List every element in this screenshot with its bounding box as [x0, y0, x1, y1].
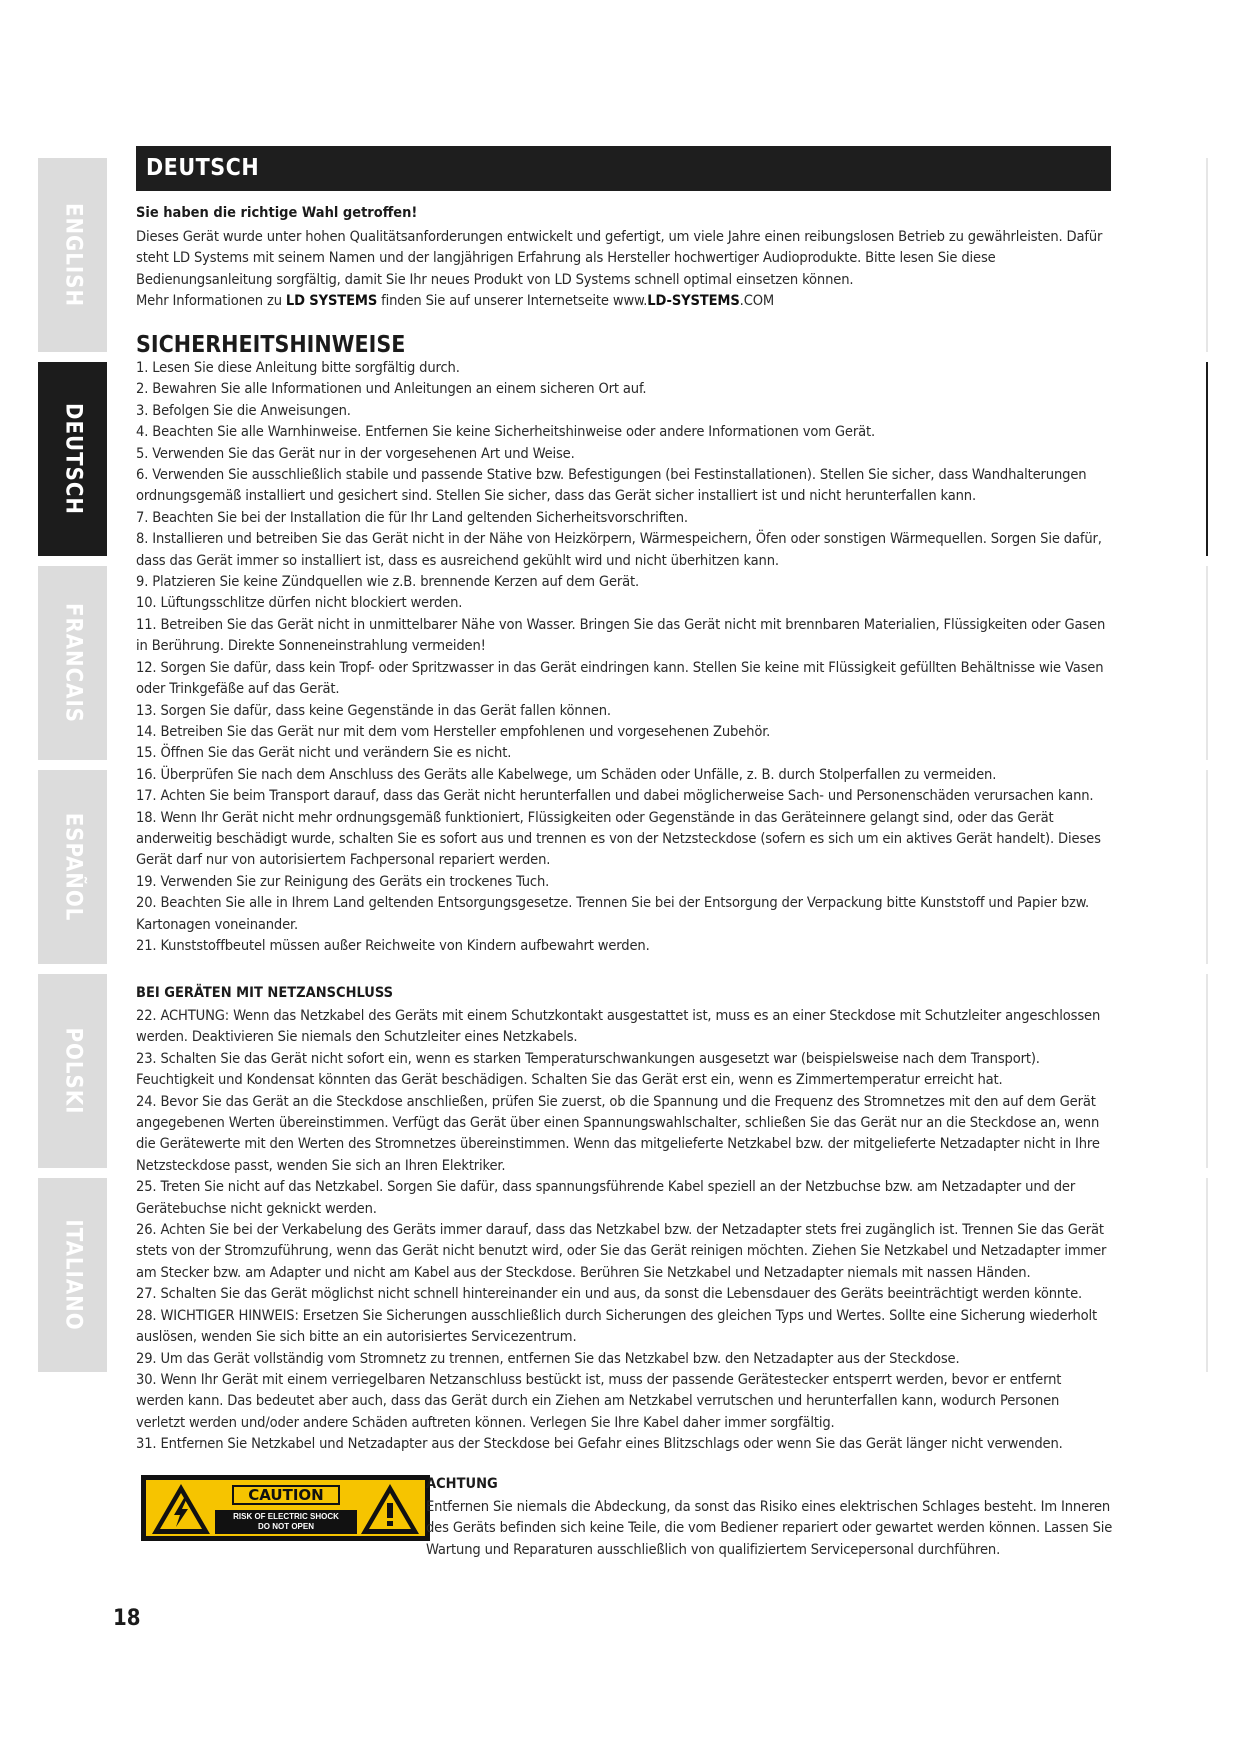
tab-francais-label: FRANCAIS	[60, 602, 85, 724]
list-item: 2. Bewahren Sie alle Informationen und Anleitungen an einem sicheren Ort auf.	[136, 380, 647, 398]
tab-english[interactable]	[38, 158, 107, 352]
achtung-text: Entfernen Sie niemals die Abdeckung, da sonst das Risiko eines elektrischen Schlages besteht. Im Inneren des Geräts befinden sich keine Teile, die vom Bediener repariert oder gewartet werden können. Lassen Sie Wartung und Reparaturen ausschließlich von qualifiziertem Servicepersonal durchführen.	[426, 1498, 1113, 1558]
intro-paragraph	[136, 226, 1111, 312]
list-item: 12. Sorgen Sie dafür, dass kein Tropf- oder Spritzwasser in das Gerät eindringen kann. Stellen Sie keine mit Flüssigkeit gefüllten Behältnisse wie Vasen oder Trinkgefäße auf das Gerät.	[136, 658, 1104, 698]
right-rule	[1206, 566, 1208, 760]
list-item: 11. Betreiben Sie das Gerät nicht in unmittelbarer Nähe von Wasser. Bringen Sie das Gerät nicht mit brennbaren Materialien, Flüssigkeiten oder Gasen in Berührung. Direkte Sonneneinstrahlung vermeiden!	[136, 615, 1106, 655]
intro-title: Sie haben die richtige Wahl getroffen!	[136, 205, 418, 221]
right-rule	[1206, 1178, 1208, 1372]
tab-english-label: ENGLISH	[60, 202, 85, 308]
caution-center-panel	[215, 1477, 357, 1539]
right-rule-active	[1206, 362, 1208, 556]
electric-shock-warning-icon	[149, 1481, 213, 1537]
list-item: 14. Betreiben Sie das Gerät nur mit dem vom Hersteller empfohlenen und vorgesehenen Zubehör.	[136, 722, 771, 740]
list-item: 19. Verwenden Sie zur Reinigung des Geräts ein trockenes Tuch.	[136, 872, 550, 890]
tab-polski-label: POLSKI	[60, 1027, 85, 1115]
list-item: 15. Öffnen Sie das Gerät nicht und verändern Sie es nicht.	[136, 744, 512, 762]
url-suffix: .COM	[739, 292, 775, 310]
tab-polski[interactable]	[38, 974, 107, 1168]
list-item: 18. Wenn Ihr Gerät nicht mehr ordnungsgemäß funktioniert, Flüssigkeiten oder Gegenstände in das Geräteinnere gelangt sind, oder das Gerät anderweitig beschädigt wurde, schalten Sie es sofort aus und trennen es von der Netzsteckdose (sofern es sich um ein aktives Gerät handelt). Dieses Gerät darf nur von autorisiertem Fachpersonal repariert werden.	[136, 808, 1101, 869]
list-item: 8. Installieren und betreiben Sie das Gerät nicht in der Nähe von Heizkörpern, Wärmespeichern, Öfen oder sonstigen Wärmequellen. Sorgen Sie dafür, dass das Gerät immer so installiert ist, dass es ausreichend gekühlt wird und nicht überhitzen kann.	[136, 530, 1102, 569]
list-item: 31. Entfernen Sie Netzkabel und Netzadapter aus der Steckdose bei Gefahr eines Blitzschlags oder wenn Sie das Gerät länger nicht verwenden.	[136, 1435, 1063, 1453]
caution-risk-text	[215, 1510, 357, 1534]
list-item: 3. Befolgen Sie die Anweisungen.	[136, 401, 351, 419]
caution-line-1: RISK OF ELECTRIC SHOCK	[233, 1512, 339, 1521]
right-rule	[1206, 974, 1208, 1168]
list-item: 25. Treten Sie nicht auf das Netzkabel. Sorgen Sie dafür, dass spannungsführende Kabel speziell an der Netzbuchse bzw. am Netzadapter und der Gerätebuchse nicht geknickt werden.	[136, 1178, 1076, 1217]
safety-list	[136, 357, 1111, 956]
tab-italiano[interactable]	[38, 1178, 107, 1372]
tab-deutsch-label: DEUTSCH	[60, 403, 85, 515]
list-item: 21. Kunststoffbeutel müssen außer Reichweite von Kindern aufbewahrt werden.	[136, 936, 650, 954]
exclamation-warning-icon	[358, 1481, 422, 1537]
list-item: 13. Sorgen Sie dafür, dass keine Gegenstände in das Gerät fallen können.	[136, 701, 611, 719]
right-rule	[1206, 158, 1208, 352]
list-item: 17. Achten Sie beim Transport darauf, dass das Gerät nicht herunterfallen und dabei möglicherweise Sach- und Personenschäden verursachen kann.	[136, 787, 1094, 805]
list-item: 24. Bevor Sie das Gerät an die Steckdose anschließen, prüfen Sie zuerst, ob die Spannung und die Frequenz des Stromnetzes mit den auf dem Gerät angegebenen Werten übereinstimmen. Verfügt das Gerät über einen Spannungswahlschalter, schließen Sie das Gerät nur an die Steckdose an, wenn die Gerätewerte mit den Werten des Stromnetzes übereinstimmen. Wenn das mitgelieferte Netzkabel bzw. der mitgelieferte Netzadapter nicht in Ihre Netzsteckdose passt, wenden Sie sich an Ihren Elektriker.	[136, 1092, 1100, 1174]
list-item: 23. Schalten Sie das Gerät nicht sofort ein, wenn es starken Temperaturschwankungen ausgesetzt war (beispielsweise nach dem Transport). Feuchtigkeit und Kondensat könnten das Gerät beschädigen. Schalten Sie das Gerät erst ein, wenn es Zimmertemperatur erreicht hat.	[136, 1049, 1040, 1089]
page-number: 18	[113, 1606, 141, 1631]
more-prefix: Mehr Informationen zu	[136, 292, 286, 310]
section-title: DEUTSCH	[146, 155, 260, 181]
section-header	[136, 146, 1111, 191]
list-item: 4. Beachten Sie alle Warnhinweise. Entfernen Sie keine Sicherheitshinweise oder andere Informationen vom Gerät.	[136, 423, 876, 441]
intro-text: Dieses Gerät wurde unter hohen Qualitätsanforderungen entwickelt und gefertigt, um viele Jahre einen reibungslosen Betrieb zu gewährleisten. Dafür steht LD Systems mit seinem Namen und der langjährigen Erfahrung als Hersteller hochwertiger Audioprodukte. Bitte lesen Sie diese Bedienungsanleitung sorgfältig, damit Sie Ihr neues Produkt von LD Systems schnell optimal einsetzen können.	[136, 228, 1103, 288]
list-item: 5. Verwenden Sie das Gerät nur in der vorgesehenen Art und Weise.	[136, 444, 575, 462]
list-item: 16. Überprüfen Sie nach dem Anschluss des Geräts alle Kabelwege, um Schäden oder Unfälle, z. B. durch Stolperfallen zu vermeiden.	[136, 765, 997, 783]
list-item: 10. Lüftungsschlitze dürfen nicht blockiert werden.	[136, 594, 463, 612]
list-item: 30. Wenn Ihr Gerät mit einem verriegelbaren Netzanschluss bestückt ist, muss der passende Gerätestecker entsperrt werden, bevor er entfernt werden kann. Das bedeutet aber auch, dass das Gerät durch ein Ziehen am Netzkabel verrutschen und herunterfallen kann, wodurch Personen verletzt werden und/oder andere Schäden auftreten können. Verlegen Sie Ihre Kabel daher immer sorgfältig.	[136, 1370, 1062, 1431]
intro-more-line	[136, 290, 1111, 311]
mains-heading: BEI GERÄTEN MIT NETZANSCHLUSS	[136, 985, 394, 1001]
list-item: 29. Um das Gerät vollständig vom Stromnetz zu trennen, entfernen Sie das Netzkabel bzw. den Netzadapter aus der Steckdose.	[136, 1349, 960, 1367]
brand-name: LD SYSTEMS	[285, 292, 378, 310]
safety-heading: SICHERHEITSHINWEISE	[136, 332, 406, 358]
list-item: 1. Lesen Sie diese Anleitung bitte sorgfältig durch.	[136, 359, 460, 376]
list-item: 7. Beachten Sie bei der Installation die für Ihr Land geltenden Sicherheitsvorschriften.	[136, 508, 688, 526]
mains-list	[136, 1005, 1111, 1455]
caution-word: CAUTION	[232, 1485, 340, 1505]
list-item: 27. Schalten Sie das Gerät möglichst nicht schnell hintereinander ein und aus, da sonst die Lebensdauer des Geräts beeinträchtigt werden könnte.	[136, 1285, 1083, 1303]
tab-espanol[interactable]	[38, 770, 107, 964]
right-rule	[1206, 770, 1208, 964]
list-item: 6. Verwenden Sie ausschließlich stabile und passende Stative bzw. Befestigungen (bei Festinstallationen). Stellen Sie sicher, dass Wandhalterungen ordnungsgemäß installiert und gesichert sind. Stellen Sie sicher, dass das Gerät sicher installiert ist und nicht herunterfallen kann.	[136, 466, 1087, 505]
url-brand: LD-SYSTEMS	[647, 292, 740, 310]
caution-line-2: DO NOT OPEN	[257, 1522, 314, 1531]
list-item: 26. Achten Sie bei der Verkabelung des Geräts immer darauf, dass das Netzkabel bzw. der Netzadapter stets frei zugänglich ist. Trennen Sie das Gerät stets von der Stromzuführung, wenn das Gerät nicht benutzt wird, oder Sie das Gerät reinigen möchten. Ziehen Sie Netzkabel und Netzadapter immer am Stecker bzw. am Adapter und nicht am Kabel aus der Steckdose. Berühren Sie Netzkabel und Netzadapter niemals mit nassen Händen.	[136, 1221, 1107, 1281]
tab-italiano-label: ITALIANO	[60, 1219, 85, 1331]
list-item: 22. ACHTUNG: Wenn das Netzkabel des Geräts mit einem Schutzkontakt ausgestattet ist, muss es an einer Steckdose mit Schutzleiter angeschlossen werden. Deaktivieren Sie niemals den Schutzleiter eines Netzkabels.	[136, 1007, 1101, 1046]
list-item: 28. WICHTIGER HINWEIS: Ersetzen Sie Sicherungen ausschließlich durch Sicherungen des gleichen Typs und Wertes. Sollte eine Sicherung wiederholt auslösen, wenden Sie sich bitte an ein autorisiertes Servicezentrum.	[136, 1306, 1097, 1346]
list-item: 20. Beachten Sie alle in Ihrem Land geltenden Entsorgungsgesetze. Trennen Sie bei der Entsorgung der Verpackung bitte Kunststoff und Papier bzw. Kartonagen voneinander.	[136, 894, 1090, 933]
tab-deutsch[interactable]	[38, 362, 107, 556]
tab-francais[interactable]	[38, 566, 107, 760]
more-middle: finden Sie auf unserer Internetseite www.	[377, 292, 648, 310]
caution-sign	[141, 1475, 430, 1541]
tab-espanol-label: ESPAÑOL	[60, 812, 85, 922]
list-item: 9. Platzieren Sie keine Zündquellen wie z.B. brennende Kerzen auf dem Gerät.	[136, 573, 640, 591]
achtung-title: ACHTUNG	[426, 1476, 498, 1492]
